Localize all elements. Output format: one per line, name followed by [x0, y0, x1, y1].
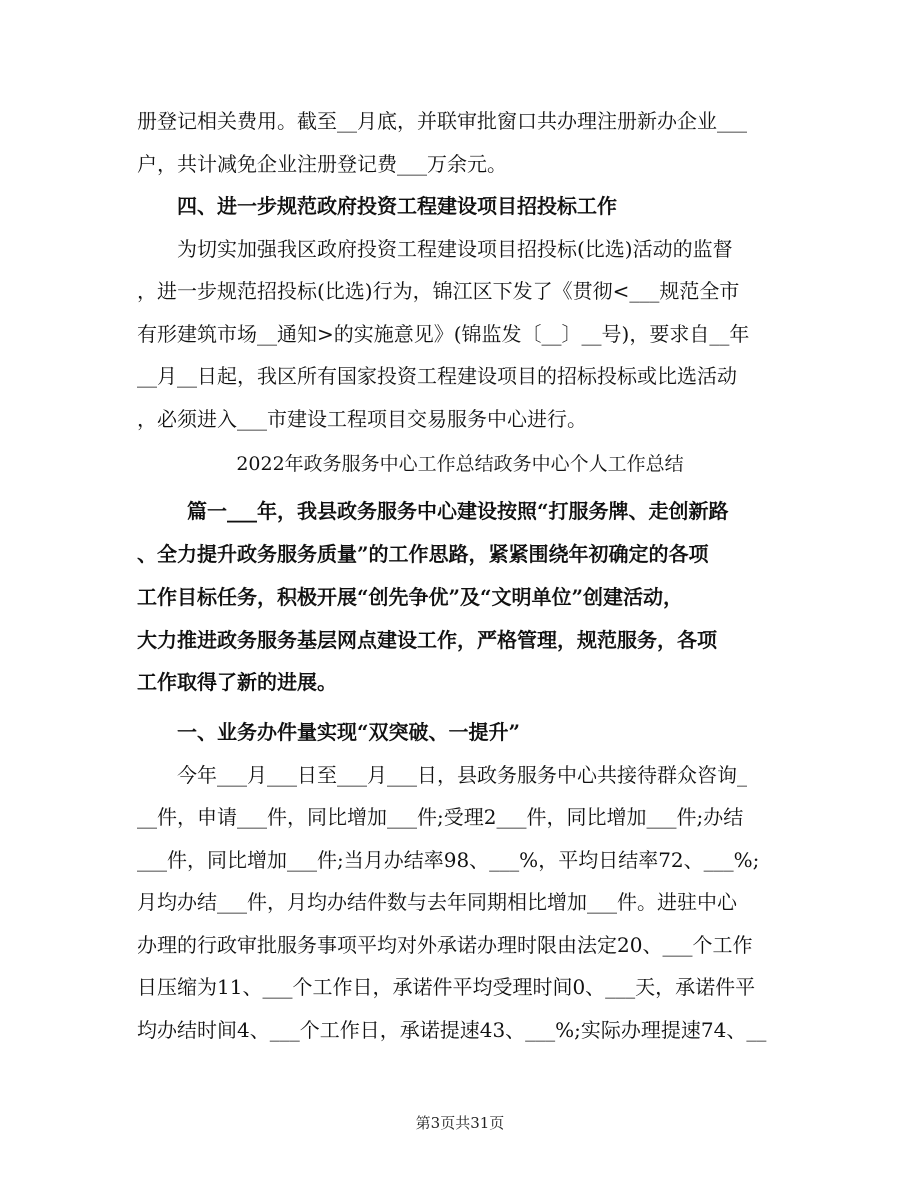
bold-paragraph-line-2: 、全力提升政务服务质量”的工作思路，紧紧围绕年初确定的各项 — [137, 542, 709, 566]
section-heading-1: 一、业务办件量实现“双突破、一提升” — [177, 720, 521, 744]
bold-paragraph-line-3: 工作目标任务，积极开展“创先争优”及“文明单位”创建活动， — [137, 585, 684, 609]
body-line-3: 为切实加强我区政府投资工程建设项目招投标(比选)活动的监督 — [177, 237, 733, 261]
body-line-13: 日压缩为11、___个工作日，承诺件平均受理时间0、___天，承诺件平 — [137, 975, 756, 999]
body-line-9: __件，申请___件，同比增加___件;受理2___件，同比增加___件;办结 — [137, 805, 744, 829]
body-line-14: 均办结时间4、___个工作日，承诺提速43、___%;实际办理提速74、__ — [137, 1018, 767, 1042]
bold-paragraph-line-1: 篇一___年，我县政务服务中心建设按照“打服务牌、走创新路 — [187, 499, 729, 523]
body-line-12: 办理的行政审批服务事项平均对外承诺办理时限由法定20、___个工作 — [137, 933, 753, 957]
section-heading-4: 四、进一步规范政府投资工程建设项目招投标工作 — [177, 194, 617, 218]
body-line-5: 有形建筑市场__通知>的实施意见》(锦监发〔__〕__号)，要求自__年 — [137, 322, 750, 346]
body-line-8: 今年___月___日至___月___日，县政务服务中心共接待群众咨询_ — [177, 763, 747, 787]
body-line-10: ___件，同比增加___件;当月办结率98、___%，平均日结率72、___%; — [137, 848, 760, 872]
body-line-1: 册登记相关费用。截至__月底，并联审批窗口共办理注册新办企业___ — [137, 109, 747, 133]
body-line-7: ，必须进入___市建设工程项目交易服务中心进行。 — [137, 407, 587, 431]
page-number: 第3页共31页 — [415, 1114, 505, 1132]
body-line-2: 户，共计减免企业注册登记费___万余元。 — [137, 152, 507, 176]
body-line-11: 月均办结___件，月均办结件数与去年同期相比增加___件。进驻中心 — [137, 890, 737, 914]
body-line-4: ，进一步规范招投标(比选)行为，锦江区下发了《贯彻<___规范全市 — [137, 279, 740, 303]
bold-paragraph-line-5: 工作取得了新的进展。 — [137, 670, 337, 694]
body-line-6: __月__日起，我区所有国家投资工程建设项目的招标投标或比选活动 — [137, 364, 737, 388]
bold-paragraph-line-4: 大力推进政务服务基层网点建设工作，严格管理，规范服务，各项 — [137, 628, 717, 652]
document-title: 2022年政务服务中心工作总结政务中心个人工作总结 — [236, 453, 684, 475]
